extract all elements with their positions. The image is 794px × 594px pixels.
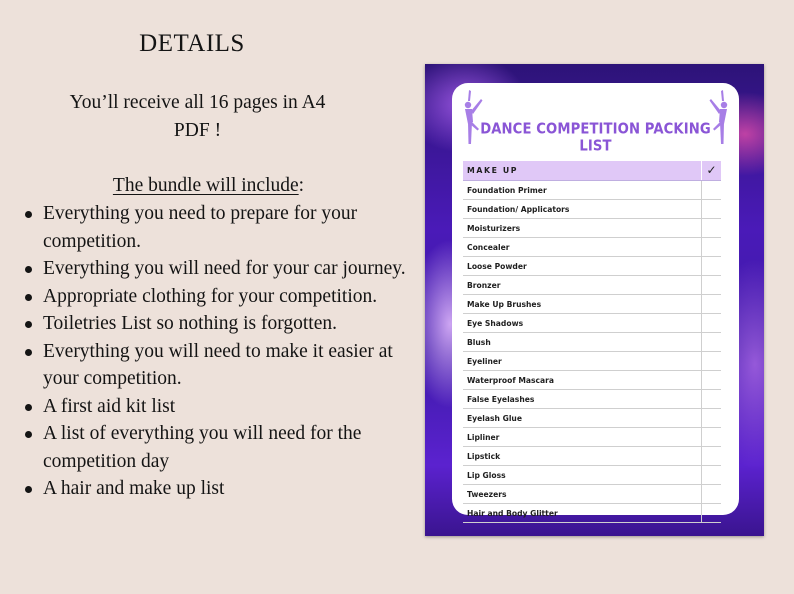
checkbox-cell <box>701 200 721 218</box>
table-row <box>463 390 721 409</box>
item-label: Eyelash Glue <box>467 414 522 423</box>
item-label: Bronzer <box>467 281 501 290</box>
table-row <box>463 181 721 200</box>
item-label: Hair and Body Glitter <box>467 509 558 518</box>
bundle-colon: : <box>298 175 305 196</box>
table-row <box>463 428 721 447</box>
table-row <box>463 314 721 333</box>
bundle-label: The bundle will include <box>112 175 299 196</box>
packing-list-preview <box>425 64 764 536</box>
details-heading: DETAILS <box>139 30 245 57</box>
table-row <box>463 447 721 466</box>
table-row <box>463 485 721 504</box>
bundle-list-item: Appropriate clothing for your competition. <box>22 283 407 311</box>
checkbox-cell <box>701 409 721 427</box>
check-icon: ✓ <box>701 161 721 180</box>
table-header-row <box>463 161 721 181</box>
item-label: False Eyelashes <box>467 395 535 404</box>
bundle-list-item: A hair and make up list <box>22 475 407 503</box>
bundle-list-item: Toiletries List so nothing is forgotten. <box>22 310 407 338</box>
table-row <box>463 352 721 371</box>
checkbox-cell <box>701 428 721 446</box>
table-row <box>463 295 721 314</box>
item-label: Eye Shadows <box>467 319 524 328</box>
bundle-list-item: Everything you will need for your car journey. <box>22 255 407 283</box>
checkbox-cell <box>701 447 721 465</box>
checkbox-cell <box>701 276 721 294</box>
receive-text <box>20 89 375 145</box>
item-label: Loose Powder <box>467 262 527 271</box>
checkbox-cell <box>701 181 721 199</box>
item-label: Eyeliner <box>467 357 502 366</box>
table-row <box>463 333 721 352</box>
checkbox-cell <box>701 238 721 256</box>
bundle-list-item: Everything you will need to make it easier at your competition. <box>22 338 407 393</box>
checkbox-cell <box>701 352 721 370</box>
receive-line-2: PDF ! <box>173 120 222 141</box>
table-row <box>463 466 721 485</box>
item-label: Foundation/ Applicators <box>467 205 570 214</box>
table-row <box>463 276 721 295</box>
checkbox-cell <box>701 219 721 237</box>
bundle-list-item: Everything you need to prepare for your competition. <box>22 200 407 255</box>
item-label: Make Up Brushes <box>467 300 542 309</box>
table-row <box>463 200 721 219</box>
table-row <box>463 219 721 238</box>
bundle-intro <box>20 172 397 199</box>
table-row <box>463 238 721 257</box>
receive-line-1: You’ll receive all 16 pages in A4 <box>69 92 326 113</box>
table-row <box>463 504 721 523</box>
checkbox-cell <box>701 314 721 332</box>
item-label: Moisturizers <box>467 224 521 233</box>
checkbox-cell <box>701 466 721 484</box>
checkbox-cell <box>701 390 721 408</box>
packing-list-card <box>452 83 739 518</box>
item-label: Lipliner <box>467 433 500 442</box>
item-label: Lipstick <box>467 452 501 461</box>
checkbox-cell <box>701 333 721 351</box>
checkbox-cell <box>701 485 721 503</box>
bundle-list-item: A list of everything you will need for the competition day <box>22 420 407 475</box>
item-label: Lip Gloss <box>467 471 506 480</box>
packing-list-title: DANCE COMPETITION PACKING LIST <box>480 120 711 156</box>
item-label: Waterproof Mascara <box>467 376 555 385</box>
item-label: Blush <box>467 338 491 347</box>
item-label: Concealer <box>467 243 510 252</box>
checkbox-cell <box>701 504 721 522</box>
checkbox-cell <box>701 295 721 313</box>
item-label: Tweezers <box>467 490 507 499</box>
category-label: MAKE UP <box>467 166 519 175</box>
bundle-list <box>22 200 407 503</box>
item-label: Foundation Primer <box>467 186 547 195</box>
packing-list-table <box>463 161 721 523</box>
checkbox-cell <box>701 257 721 275</box>
table-row <box>463 371 721 390</box>
checkbox-cell <box>701 371 721 389</box>
table-row <box>463 257 721 276</box>
bundle-list-item: A first aid kit list <box>22 393 407 421</box>
table-row <box>463 409 721 428</box>
